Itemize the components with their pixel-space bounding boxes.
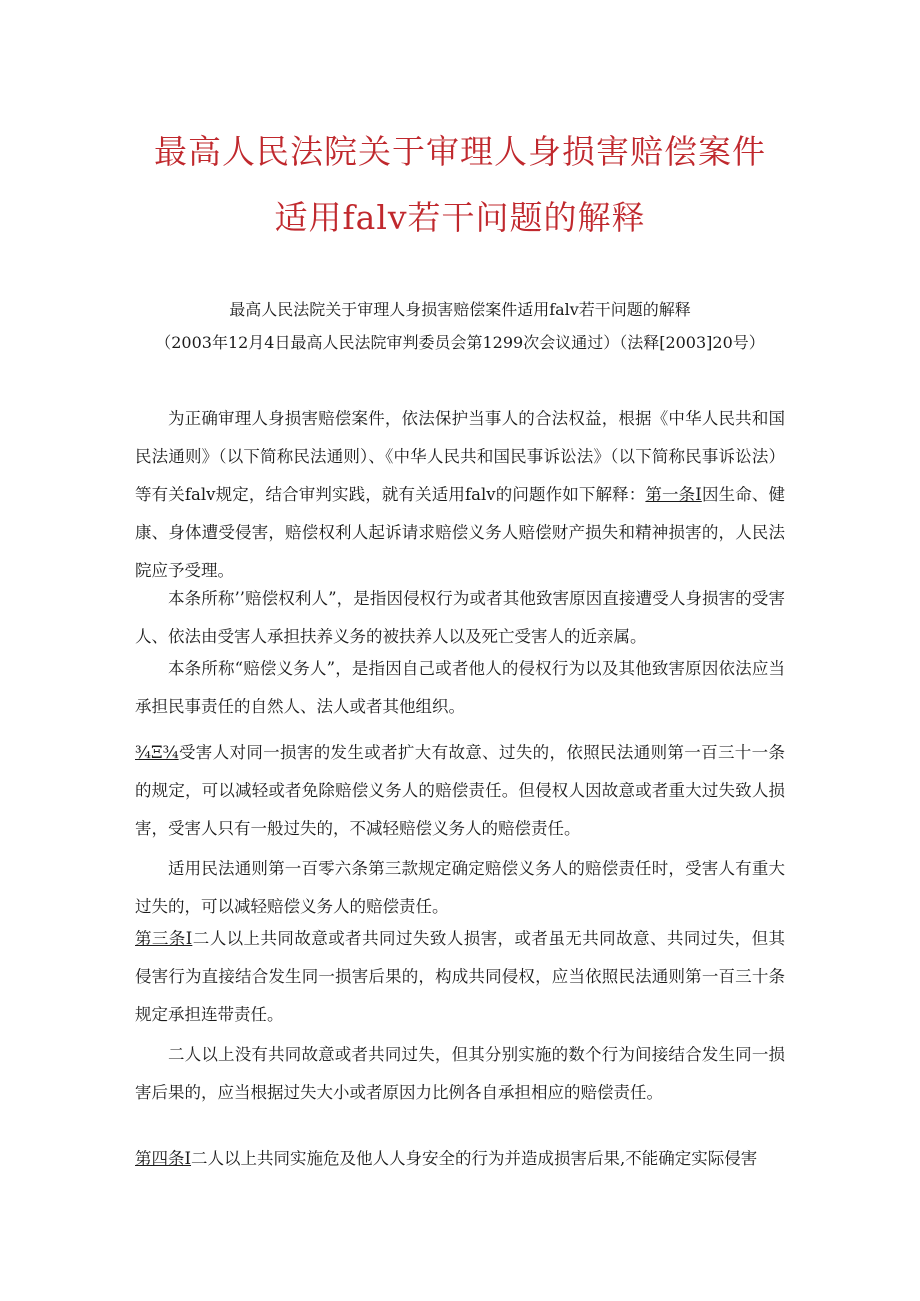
paragraph-article-3 (135, 920, 785, 1034)
article-2-heading: ¾Ξ¾ (135, 743, 179, 762)
article-3-heading: 第三条I (135, 929, 193, 948)
document-title-line-1: 最高人民法院关于审理人身损害赔偿案件 (154, 132, 766, 171)
document-subtitle-line-1: 最高人民法院关于审理人身损害赔偿案件适用falv若干问题的解释 (229, 300, 691, 319)
paragraph-article-2 (135, 734, 785, 848)
paragraph-article-4 (135, 1140, 785, 1178)
article-1-text: 因生命、健康、身体遭受侵害，赔偿权利人起诉请求赔偿义务人赔偿财产损失和精神损害的，人民法院应予受理。 (135, 485, 785, 580)
document-subtitle-line-2: （2003年12月4日最高人民法院审判委员会第1299次会议通过）（法释[2003]20号） (155, 333, 765, 352)
paragraph-article-3-supplement: 二人以上没有共同故意或者共同过失，但其分别实施的数个行为间接结合发生同一损害后果的，应当根据过失大小或者原因力比例各自承担相应的赔偿责任。 (135, 1045, 785, 1102)
article-1-heading: 第一条I (645, 485, 702, 504)
article-3-text: 二人以上共同故意或者共同过失致人损害，或者虽无共同故意、共同过失，但其侵害行为直接结合发生同一损害后果的，构成共同侵权，应当依照民法通则第一百三十条规定承担连带责任。 (135, 929, 785, 1024)
paragraph-preamble (135, 400, 785, 590)
article-4-heading: 第四条I (135, 1149, 192, 1168)
article-2-text: 受害人对同一损害的发生或者扩大有故意、过失的，依照民法通则第一百三十一条的规定，可以减轻或者免除赔偿义务人的赔偿责任。但侵权人因故意或者重大过失致人损害，受害人只有一般过失的，不减轻赔偿义务人的赔偿责任。 (135, 743, 785, 838)
paragraph-compensation-obligor: 本条所称“赔偿义务人”，是指因自己或者他人的侵权行为以及其他致害原因依法应当承担民事责任的自然人、法人或者其他组织。 (135, 659, 785, 716)
document-title-line-2: 适用falv若干问题的解释 (274, 198, 646, 237)
article-4-text: 二人以上共同实施危及他人人身安全的行为并造成损害后果,不能确定实际侵害 (191, 1149, 758, 1168)
paragraph-article-2-supplement: 适用民法通则第一百零六条第三款规定确定赔偿义务人的赔偿责任时，受害人有重大过失的，可以减轻赔偿义务人的赔偿责任。 (135, 859, 785, 916)
preamble-text: 为正确审理人身损害赔偿案件，依法保护当事人的合法权益，根据《中华人民共和国民法通则》（以下简称民法通则）、《中华人民共和国民事诉讼法》（以下简称民事诉讼法）等有关falv规定，结合审判实践，就有关适用falv的问题作如下解释： (135, 409, 785, 504)
paragraph-compensation-right-holder: 本条所称’’赔偿权利人”，是指因侵权行为或者其他致害原因直接遭受人身损害的受害人、依法由受害人承担扶养义务的被扶养人以及死亡受害人的近亲属。 (135, 589, 785, 646)
